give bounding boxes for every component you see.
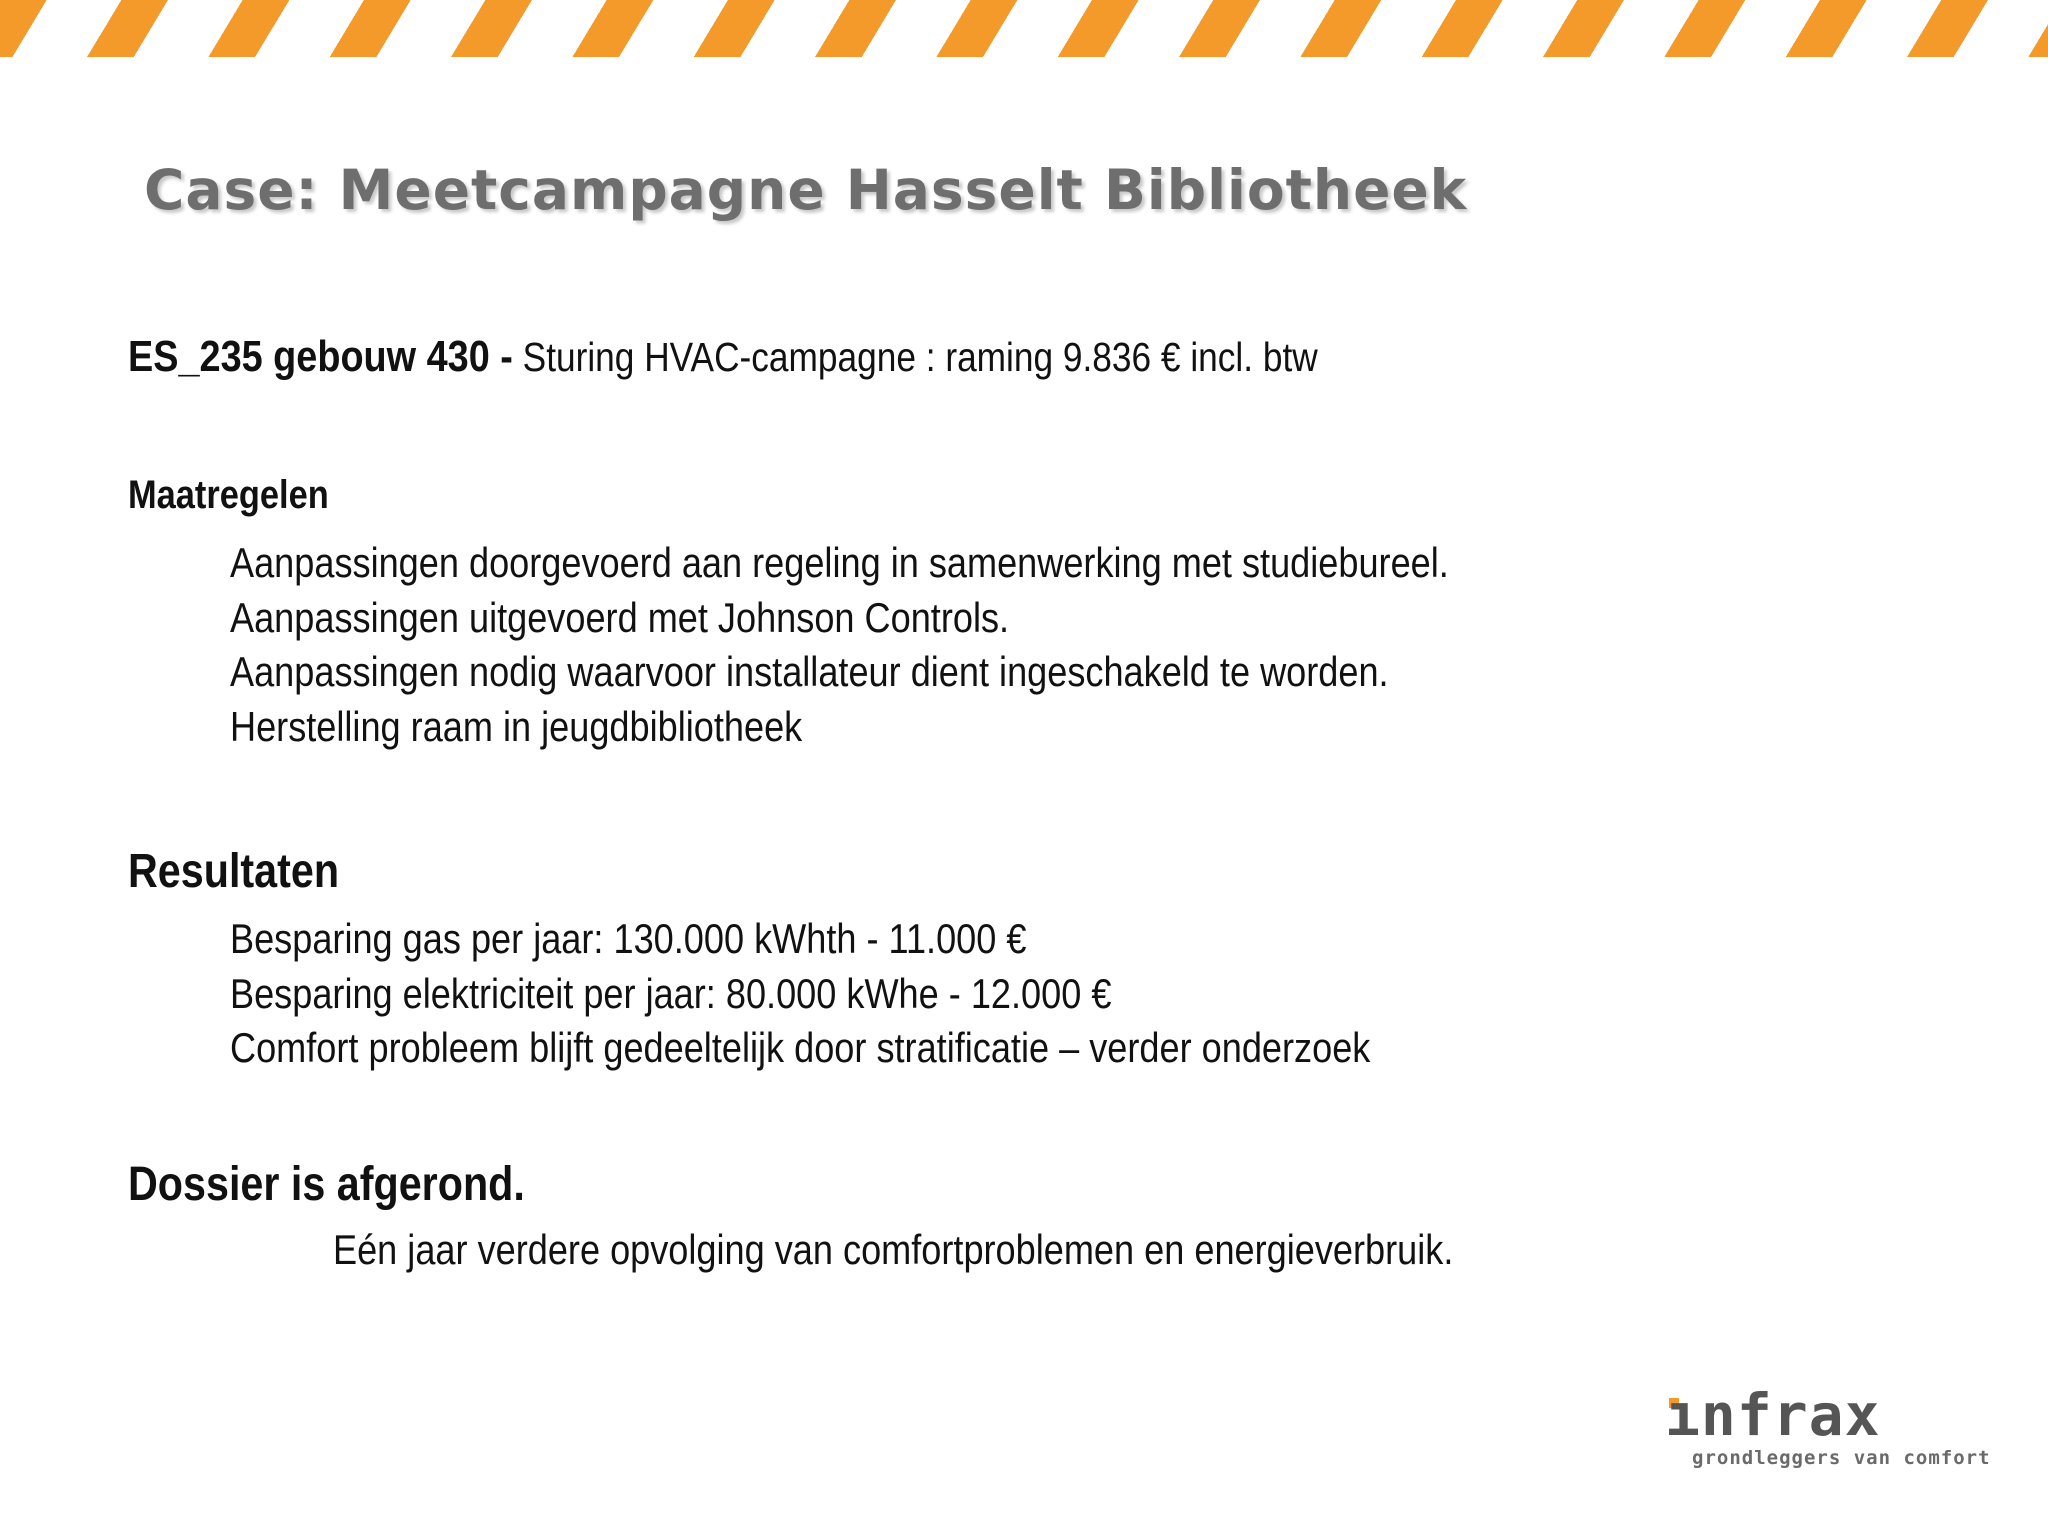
maatregelen-list (230, 536, 1647, 754)
resultaten-item: Comfort probleem blijft gedeeltelijk door stratificatie – verder onderzoek (230, 1024, 1371, 1071)
project-description: Sturing HVAC-campagne : raming 9.836 € incl. btw (512, 334, 1318, 380)
dossier-followup: Eén jaar verdere opvolging van comfortproblemen en energieverbruik. (333, 1226, 1454, 1273)
logo-tagline: grondleggers van comfort (1692, 1447, 1991, 1469)
orange-stripe-band (0, 0, 2048, 57)
resultaten-item: Besparing gas per jaar: 130.000 kWhth - 11.000 € (230, 915, 1027, 962)
maatregelen-item: Aanpassingen uitgevoerd met Johnson Controls. (230, 593, 1010, 641)
maatregelen-heading: Maatregelen (128, 473, 329, 517)
slide-title: Case: Meetcampagne Hasselt Bibliotheek (144, 158, 1468, 222)
project-code: ES_235 gebouw 430 - (128, 332, 513, 381)
infrax-logo (1665, 1381, 1991, 1475)
maatregelen-item: Aanpassingen nodig waarvoor installateur dient ingeschakeld te worden. (230, 648, 1389, 695)
dossier-heading: Dossier is afgerond. (128, 1158, 525, 1211)
logo-wordmark: ınfrax (1665, 1381, 1881, 1449)
resultaten-list (230, 912, 1556, 1076)
maatregelen-item: Aanpassingen doorgevoerd aan regeling in samenwerking met studiebureel. (230, 539, 1449, 586)
stripe-band-gap (0, 57, 2048, 87)
project-headline (128, 332, 1318, 382)
resultaten-item: Besparing elektriciteit per jaar: 80.000 kWhe - 12.000 € (230, 969, 1112, 1017)
resultaten-heading: Resultaten (128, 845, 340, 898)
maatregelen-item: Herstelling raam in jeugdbibliotheek (230, 702, 803, 750)
